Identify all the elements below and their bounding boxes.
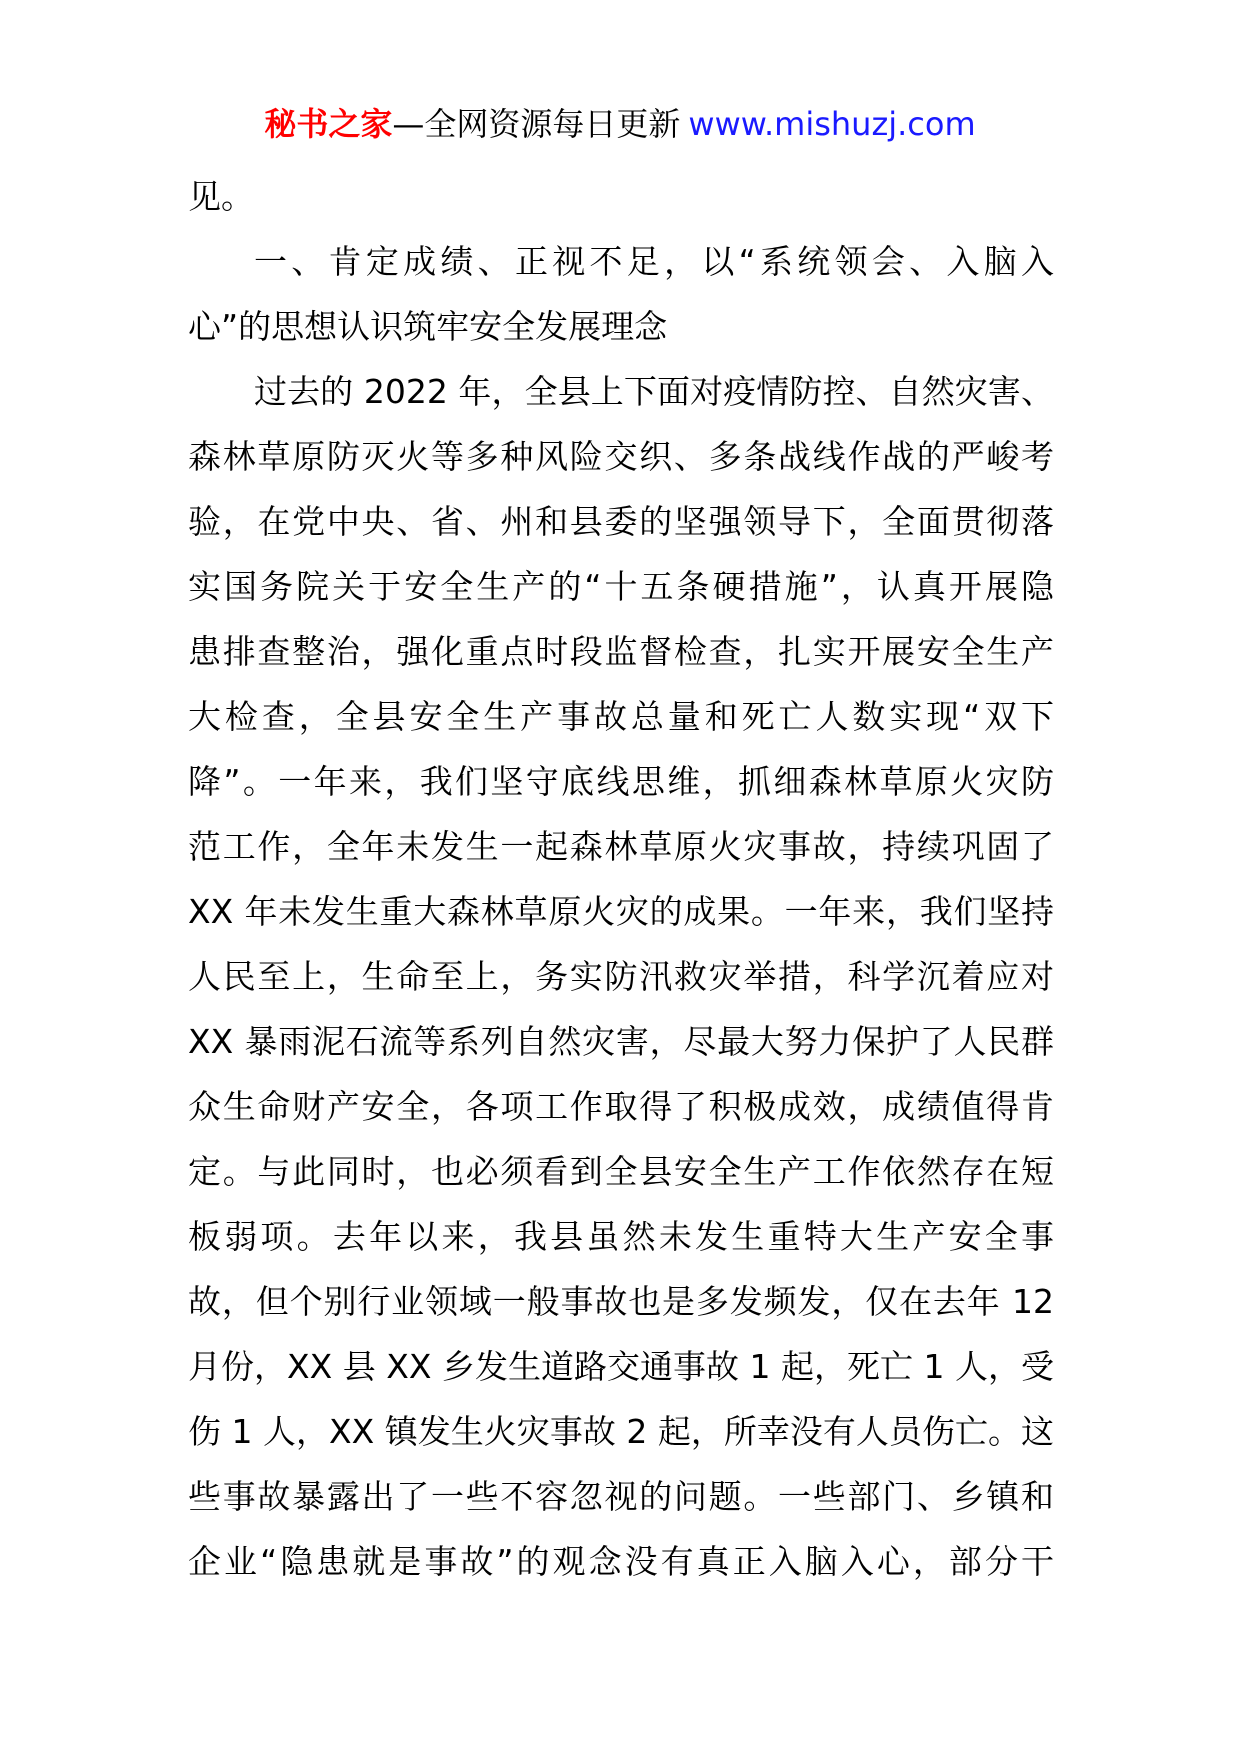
text-line: 心”的思想认识筑牢安全发展理念	[188, 307, 668, 346]
text-line: 人民至上，生命至上，务实防汛救灾举措，科学沉着应对	[188, 957, 1054, 996]
text-line: 企业“隐患就是事故”的观念没有真正入脑入心，部分干	[188, 1542, 1054, 1581]
text-line: 板弱项。去年以来，我县虽然未发生重特大生产安全事	[188, 1217, 1054, 1256]
text-line: 一、肯定成绩、正视不足，以“系统领会、入脑入	[254, 242, 1054, 281]
text-line: XX 年未发生重大森林草原火灾的成果。一年来，我们坚持	[188, 892, 1054, 931]
text-line: 月份，XX 县 XX 乡发生道路交通事故 1 起，死亡 1 人，受	[188, 1347, 1054, 1386]
text-line: 降”。一年来，我们坚守底线思维，抓细森林草原火灾防	[188, 762, 1054, 801]
text-line: 患排查整治，强化重点时段监督检查，扎实开展安全生产	[188, 632, 1054, 671]
header-url-link[interactable]: www.mishuzj.com	[688, 105, 976, 143]
text-line: 定。与此同时，也必须看到全县安全生产工作依然存在短	[188, 1152, 1054, 1191]
text-line: 些事故暴露出了一些不容忽视的问题。一些部门、乡镇和	[188, 1477, 1054, 1516]
text-line: 范工作，全年未发生一起森林草原火灾事故，持续巩固了	[188, 827, 1054, 866]
text-line: XX 暴雨泥石流等系列自然灾害，尽最大努力保护了人民群	[188, 1022, 1054, 1061]
text-line: 见。	[188, 177, 254, 216]
text-line: 大检查，全县安全生产事故总量和死亡人数实现“双下	[188, 697, 1054, 736]
text-line: 实国务院关于安全生产的“十五条硬措施”，认真开展隐	[188, 567, 1054, 606]
text-line: 森林草原防灭火等多种风险交织、多条战线作战的严峻考	[188, 437, 1054, 476]
text-line: 故，但个别行业领域一般事故也是多发频发，仅在去年 12	[188, 1282, 1054, 1321]
header-brand: 秘书之家	[264, 105, 393, 143]
page-header	[0, 100, 1240, 148]
text-line: 伤 1 人，XX 镇发生火灾事故 2 起，所幸没有人员伤亡。这	[188, 1412, 1054, 1451]
text-line: 过去的 2022 年，全县上下面对疫情防控、自然灾害、	[254, 372, 1054, 411]
text-line: 众生命财产安全，各项工作取得了积极成效，成绩值得肯	[188, 1087, 1054, 1126]
text-line: 验，在党中央、省、州和县委的坚强领导下，全面贯彻落	[188, 502, 1054, 541]
document-body	[188, 164, 1054, 1594]
header-tagline: —全网资源每日更新	[392, 105, 681, 143]
